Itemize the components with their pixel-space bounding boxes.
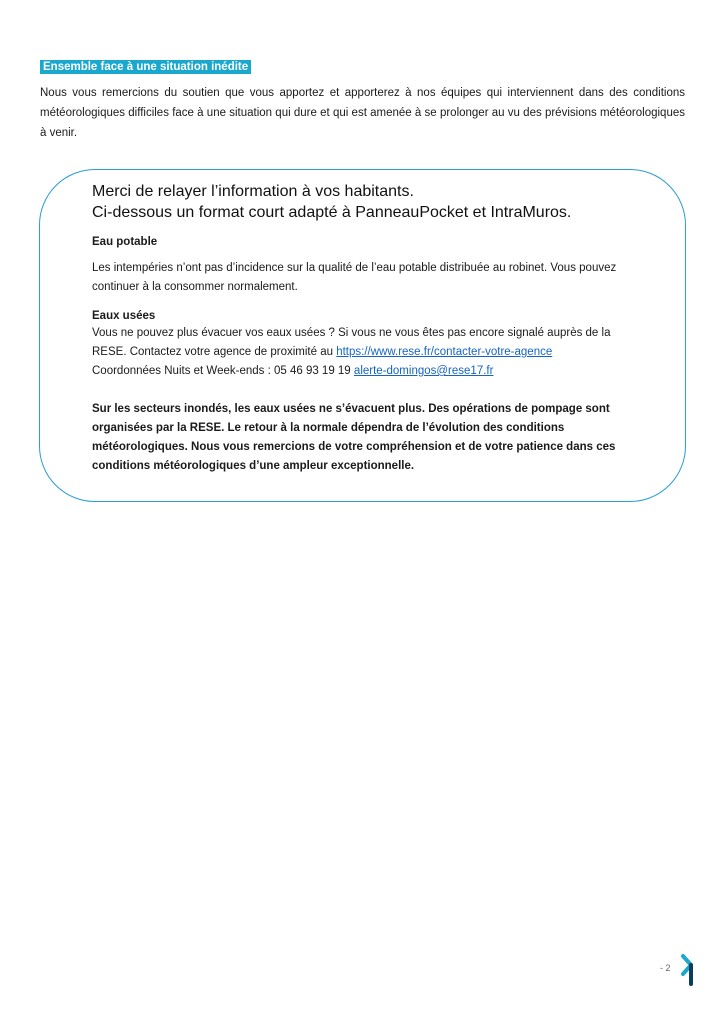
eaux-usees-heading: Eaux usées: [92, 310, 156, 322]
intro-paragraph: Nous vous remercions du soutien que vous apportez et apporterez à nos équipes qui interviennent dans des conditions météorologiques difficiles face à une situation qui dure et qui est amenée à se prolonger au vu des prévisions météorologiques à venir.: [40, 87, 685, 139]
callout-title-line1: Merci de relayer l’information à vos habitants.: [92, 183, 414, 200]
page-number: - 2: [660, 963, 671, 973]
callout-title-line2: Ci-dessous un format court adapté à PanneauPocket et IntraMuros.: [92, 204, 572, 221]
eau-potable-heading: Eau potable: [92, 236, 158, 248]
contact-prefix: Coordonnées Nuits et Week-ends : 05 46 93 19 19: [92, 365, 351, 377]
callout-box: [39, 169, 686, 502]
section-heading: Ensemble face à une situation inédite: [40, 60, 251, 74]
eaux-usees-text: Vous ne pouvez plus évacuer vos eaux usées ? Si vous ne vous êtes pas encore signalé auprès de la RESE. Contactez votre agence de proximité au: [92, 327, 611, 358]
callout-content: [92, 181, 647, 476]
email-link[interactable]: alerte-domingos@rese17.fr: [353, 365, 494, 377]
eaux-usees-paragraph: [92, 324, 647, 381]
warning-paragraph: Sur les secteurs inondés, les eaux usées ne s’évacuent plus. Des opérations de pompage sont organisées par la RESE. Le retour à la normale dépendra de l’évolution des conditions météorologiques. Nous vous remercions de votre compréhension et de votre patience dans ces conditions météorologiques d’une ampleur exceptionnelle.: [92, 403, 616, 472]
agency-link[interactable]: https://www.rese.fr/contacter-votre-agence: [336, 346, 553, 358]
rese-chevron-logo-icon: [680, 954, 700, 986]
eau-potable-text: Les intempéries n’ont pas d’incidence sur la qualité de l’eau potable distribuée au robinet. Vous pouvez continuer à la consommer normalement.: [92, 262, 617, 293]
